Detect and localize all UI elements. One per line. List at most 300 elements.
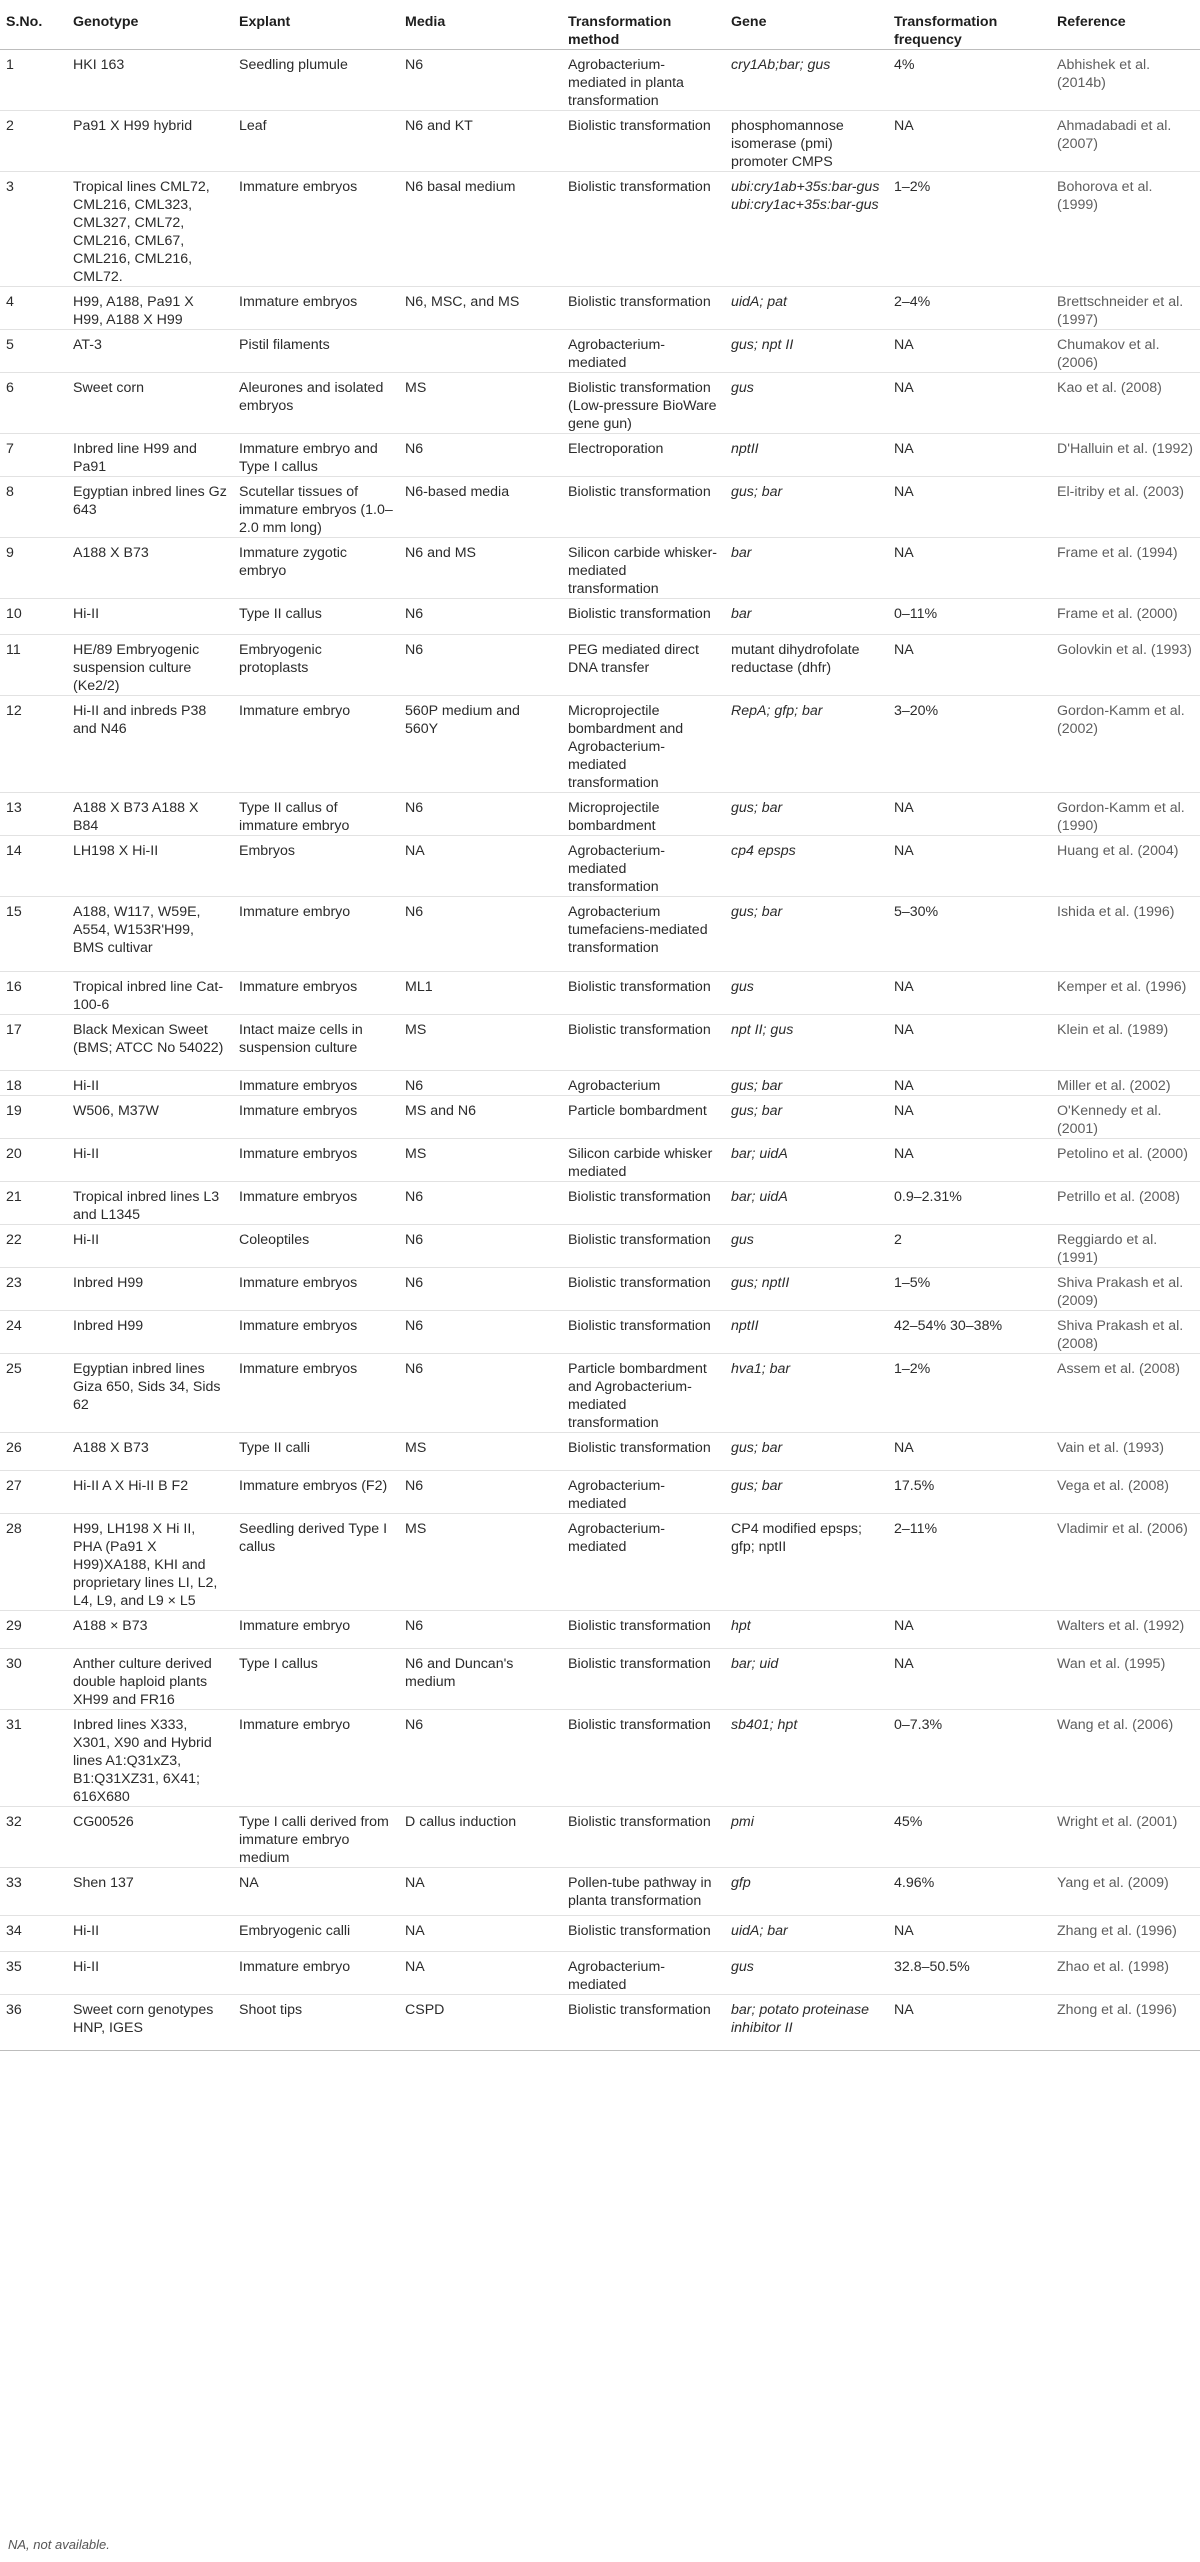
cell-media: N6, MSC, and MS [405, 294, 520, 310]
cell-method: Biolistic transformation [568, 1814, 711, 1830]
cell-method: Biolistic transformation [568, 1618, 711, 1634]
cell-gene: gus; bar [731, 1478, 783, 1494]
cell-method: Biolistic transformation [568, 1022, 711, 1038]
cell-genotype: Inbred H99 [73, 1275, 144, 1291]
cell-frequency: 4.96% [894, 1875, 935, 1891]
cell-reference: Kao et al. (2008) [1057, 380, 1162, 396]
cell-sno: 8 [6, 484, 14, 500]
cell-reference: Frame et al. (1994) [1057, 545, 1178, 561]
cell-media: N6 [405, 1717, 424, 1733]
cell-explant: Coleoptiles [239, 1232, 310, 1248]
cell-gene: bar [731, 606, 752, 622]
cell-method: Biolistic transformation [568, 1318, 711, 1334]
cell-frequency: 2–4% [894, 294, 931, 310]
cell-sno: 18 [6, 1078, 22, 1094]
cell-sno: 10 [6, 606, 22, 622]
cell-genotype: Hi-II [73, 1923, 100, 1939]
cell-frequency: NA [894, 1103, 914, 1119]
table-row [0, 1139, 1200, 1182]
cell-frequency: NA [894, 1618, 914, 1634]
cell-explant: Immature embryo [239, 1959, 351, 1975]
table-row [0, 1225, 1200, 1268]
cell-media: MS [405, 380, 427, 396]
cell-frequency: NA [894, 118, 914, 134]
cell-explant: NA [239, 1875, 259, 1891]
cell-reference: Brettschneider et al. (1997) [1057, 294, 1184, 328]
cell-media: N6 [405, 904, 424, 920]
cell-gene: gus; npt II [731, 337, 794, 353]
cell-media: N6 [405, 1275, 424, 1291]
table-row [0, 1433, 1200, 1471]
table-row [0, 1995, 1200, 2051]
cell-method: Biolistic transformation [568, 294, 711, 310]
cell-genotype: A188, W117, W59E, A554, W153R'H99, BMS cultivar [73, 904, 201, 956]
table-row [0, 1268, 1200, 1311]
cell-frequency: NA [894, 1078, 914, 1094]
cell-explant: Immature embryos [239, 1275, 358, 1291]
cell-genotype: Black Mexican Sweet (BMS; ATCC No 54022) [73, 1022, 224, 1056]
cell-reference: Wan et al. (1995) [1057, 1656, 1166, 1672]
cell-frequency: NA [894, 1656, 914, 1672]
cell-method: Biolistic transformation [568, 606, 711, 622]
cell-reference: El-itriby et al. (2003) [1057, 484, 1184, 500]
cell-media: NA [405, 1923, 425, 1939]
table-row [0, 1807, 1200, 1868]
cell-frequency: 1–2% [894, 179, 931, 195]
cell-explant: Embryos [239, 843, 295, 859]
cell-explant: Intact maize cells in suspension culture [239, 1022, 363, 1056]
cell-explant: Immature embryos [239, 1361, 358, 1377]
cell-genotype: Hi-II [73, 1146, 100, 1162]
cell-media: N6 [405, 1232, 424, 1248]
cell-explant: Immature embryos (F2) [239, 1478, 388, 1494]
cell-frequency: NA [894, 380, 914, 396]
cell-explant: Aleurones and isolated embryos [239, 380, 384, 414]
cell-media: ML1 [405, 979, 433, 995]
cell-media: N6 and Duncan's medium [405, 1656, 514, 1690]
cell-explant: Immature embryo [239, 703, 351, 719]
cell-reference: Miller et al. (2002) [1057, 1078, 1171, 1094]
cell-genotype: A188 X B73 [73, 545, 149, 561]
table-row [0, 1649, 1200, 1710]
table-row [0, 1868, 1200, 1916]
cell-gene: gus [731, 979, 754, 995]
cell-explant: Immature embryos [239, 294, 358, 310]
cell-frequency: 3–20% [894, 703, 939, 719]
cell-method: Biolistic transformation [568, 118, 711, 134]
cell-gene: gus; bar [731, 1103, 783, 1119]
cell-genotype: LH198 X Hi-II [73, 843, 159, 859]
table-row [0, 1182, 1200, 1225]
cell-reference: Ishida et al. (1996) [1057, 904, 1175, 920]
cell-sno: 25 [6, 1361, 22, 1377]
cell-reference: Vega et al. (2008) [1057, 1478, 1170, 1494]
cell-gene: CP4 modified epsps; gfp; nptII [731, 1521, 862, 1555]
cell-method: Biolistic transformation [568, 2002, 711, 2018]
cell-sno: 13 [6, 800, 22, 816]
cell-reference: Bohorova et al. (1999) [1057, 179, 1153, 213]
table-row [0, 1096, 1200, 1139]
cell-sno: 20 [6, 1146, 22, 1162]
cell-gene: gus [731, 1232, 754, 1248]
cell-reference: Gordon-Kamm et al. (1990) [1057, 800, 1185, 834]
cell-frequency: NA [894, 484, 914, 500]
cell-gene: uidA; pat [731, 294, 788, 310]
cell-explant: Immature embryos [239, 1318, 358, 1334]
cell-sno: 16 [6, 979, 22, 995]
cell-genotype: A188 × B73 [73, 1618, 148, 1634]
cell-reference: Golovkin et al. (1993) [1057, 642, 1192, 658]
cell-method: Microprojectile bombardment and Agrobacterium-mediated transformation [568, 703, 684, 791]
cell-reference: Vladimir et al. (2006) [1057, 1521, 1188, 1537]
table-row [0, 373, 1200, 434]
cell-gene: npt II; gus [731, 1022, 794, 1038]
cell-frequency: NA [894, 1022, 914, 1038]
cell-media: NA [405, 843, 425, 859]
cell-explant: Immature embryos [239, 1146, 358, 1162]
cell-sno: 11 [6, 642, 21, 658]
cell-frequency: 0–11% [894, 606, 938, 622]
cell-frequency: NA [894, 545, 914, 561]
cell-explant: Seedling plumule [239, 57, 348, 73]
cell-sno: 30 [6, 1656, 22, 1672]
cell-gene: ubi:cry1ab+35s:bar-gus ubi:cry1ac+35s:bar-gus [731, 179, 880, 213]
cell-gene: bar [731, 545, 752, 561]
cell-reference: O'Kennedy et al. (2001) [1057, 1103, 1162, 1137]
table-row [0, 972, 1200, 1015]
cell-reference: Petolino et al. (2000) [1057, 1146, 1188, 1162]
cell-gene: hva1; bar [731, 1361, 791, 1377]
cell-sno: 22 [6, 1232, 22, 1248]
col-header-gene: Gene [731, 14, 767, 30]
cell-gene: bar; uidA [731, 1189, 788, 1205]
cell-explant: Pistil filaments [239, 337, 330, 353]
cell-genotype: H99, LH198 X Hi II, PHA (Pa91 X H99)XA188, KHI and proprietary lines LI, L2, L4, L9, and L9 × L5 [73, 1521, 218, 1609]
cell-media: MS [405, 1146, 427, 1162]
cell-genotype: Tropical inbred line Cat-100-6 [73, 979, 224, 1013]
cell-sno: 6 [6, 380, 14, 396]
cell-genotype: Hi-II [73, 606, 100, 622]
cell-explant: Immature embryo [239, 904, 351, 920]
cell-media: MS [405, 1440, 427, 1456]
cell-reference: Abhishek et al. (2014b) [1057, 57, 1151, 91]
cell-method: Agrobacterium-mediated transformation [568, 843, 665, 895]
cell-media: N6 [405, 1361, 424, 1377]
cell-explant: Immature embryo and Type I callus [239, 441, 378, 475]
cell-gene: RepA; gfp; bar [731, 703, 823, 719]
cell-explant: Seedling derived Type I callus [239, 1521, 388, 1555]
cell-gene: pmi [731, 1814, 754, 1830]
cell-reference: D'Halluin et al. (1992) [1057, 441, 1193, 457]
cell-explant: Immature embryos [239, 179, 358, 195]
col-header-reference: Reference [1057, 14, 1126, 30]
cell-explant: Leaf [239, 118, 267, 134]
cell-method: Silicon carbide whisker mediated [568, 1146, 713, 1180]
table-row [0, 836, 1200, 897]
cell-method: Biolistic transformation [568, 484, 711, 500]
cell-reference: Reggiardo et al. (1991) [1057, 1232, 1158, 1266]
cell-reference: Wright et al. (2001) [1057, 1814, 1178, 1830]
cell-genotype: Hi-II A X Hi-II B F2 [73, 1478, 189, 1494]
cell-media: N6 [405, 441, 424, 457]
cell-genotype: H99, A188, Pa91 X H99, A188 X H99 [73, 294, 194, 328]
cell-frequency: 42–54% 30–38% [894, 1318, 1003, 1334]
cell-genotype: Egyptian inbred lines Gz 643 [73, 484, 227, 518]
cell-gene: gfp [731, 1875, 751, 1891]
cell-gene: cp4 epsps [731, 843, 796, 859]
cell-sno: 33 [6, 1875, 22, 1891]
cell-genotype: Hi-II [73, 1232, 100, 1248]
cell-method: Biolistic transformation [568, 1275, 711, 1291]
cell-method: Particle bombardment and Agrobacterium-mediated transformation [568, 1361, 707, 1431]
col-header-genotype: Genotype [73, 14, 139, 30]
cell-genotype: CG00526 [73, 1814, 134, 1830]
cell-frequency: NA [894, 2002, 914, 2018]
cell-reference: Assem et al. (2008) [1057, 1361, 1181, 1377]
table-row [0, 477, 1200, 538]
col-header-frequency: Transformation frequency [894, 14, 998, 48]
cell-explant: Type I callus [239, 1656, 318, 1672]
cell-gene: cry1Ab;bar; gus [731, 57, 831, 73]
cell-explant: Immature zygotic embryo [239, 545, 348, 579]
cell-frequency: 4% [894, 57, 915, 73]
cell-frequency: 1–2% [894, 1361, 931, 1377]
cell-reference: Shiva Prakash et al. (2009) [1057, 1275, 1184, 1309]
table-footnote: NA, not available. [8, 2537, 110, 2552]
cell-gene: phosphomannose isomerase (pmi) promoter CMPS [731, 118, 844, 170]
cell-media [399, 330, 562, 373]
cell-reference: Vain et al. (1993) [1057, 1440, 1164, 1456]
cell-reference: Ahmadabadi et al. (2007) [1057, 118, 1172, 152]
table-row [0, 1916, 1200, 1952]
cell-gene: hpt [731, 1618, 751, 1634]
cell-explant: Type II calli [239, 1440, 310, 1456]
cell-sno: 29 [6, 1618, 22, 1634]
cell-explant: Immature embryos [239, 1078, 358, 1094]
cell-genotype: HE/89 Embryogenic suspension culture (Ke2/2) [73, 642, 200, 694]
cell-reference: Huang et al. (2004) [1057, 843, 1179, 859]
cell-gene: bar; uid [731, 1656, 779, 1672]
cell-sno: 12 [6, 703, 22, 719]
cell-sno: 21 [6, 1189, 22, 1205]
cell-frequency: 0–7.3% [894, 1717, 943, 1733]
cell-genotype: Egyptian inbred lines Giza 650, Sids 34, Sids 62 [73, 1361, 221, 1413]
cell-frequency: NA [894, 843, 914, 859]
table-row [0, 1015, 1200, 1071]
cell-media: N6-based media [405, 484, 510, 500]
cell-method: Biolistic transformation [568, 1717, 711, 1733]
cell-frequency: NA [894, 441, 914, 457]
cell-media: N6 [405, 606, 424, 622]
cell-frequency: 5–30% [894, 904, 939, 920]
cell-frequency: 1–5% [894, 1275, 931, 1291]
cell-reference: Yang et al. (2009) [1057, 1875, 1169, 1891]
table-row [0, 1071, 1200, 1096]
cell-frequency: 2–11% [894, 1521, 938, 1537]
cell-media: 560P medium and 560Y [405, 703, 520, 737]
cell-sno: 3 [6, 179, 14, 195]
cell-sno: 34 [6, 1923, 22, 1939]
cell-method: Microprojectile bombardment [568, 800, 660, 834]
table-row [0, 1710, 1200, 1807]
cell-genotype: A188 X B73 [73, 1440, 149, 1456]
cell-explant: Embryogenic protoplasts [239, 642, 322, 676]
cell-reference: Walters et al. (1992) [1057, 1618, 1185, 1634]
cell-explant: Type I calli derived from immature embryo medium [239, 1814, 389, 1866]
col-header-sno: S.No. [6, 14, 43, 30]
cell-sno: 36 [6, 2002, 22, 2018]
cell-method: Agrobacterium-mediated in planta transformation [568, 57, 684, 109]
cell-explant: Type II callus of immature embryo [239, 800, 350, 834]
cell-genotype: Hi-II [73, 1959, 100, 1975]
cell-sno: 26 [6, 1440, 22, 1456]
cell-explant: Immature embryo [239, 1618, 351, 1634]
cell-reference: Chumakov et al. (2006) [1057, 337, 1160, 371]
cell-explant: Immature embryos [239, 1103, 358, 1119]
cell-genotype: Sweet corn genotypes HNP, IGES [73, 2002, 214, 2036]
cell-explant: Embryogenic calli [239, 1923, 351, 1939]
cell-media: N6 [405, 642, 424, 658]
cell-method: Agrobacterium [568, 1078, 661, 1094]
table-row [0, 172, 1200, 287]
cell-genotype: Hi-II and inbreds P38 and N46 [73, 703, 207, 737]
cell-gene: bar; uidA [731, 1146, 788, 1162]
cell-media: N6 [405, 1618, 424, 1634]
cell-sno: 19 [6, 1103, 22, 1119]
cell-frequency: NA [894, 1440, 914, 1456]
cell-sno: 17 [6, 1022, 22, 1038]
cell-method: Biolistic transformation [568, 1440, 711, 1456]
cell-frequency: 2 [894, 1232, 902, 1248]
cell-gene: uidA; bar [731, 1923, 788, 1939]
table-row [0, 696, 1200, 793]
cell-frequency: NA [894, 800, 914, 816]
cell-sno: 24 [6, 1318, 22, 1334]
table-row [0, 1471, 1200, 1514]
cell-frequency: 0.9–2.31% [894, 1189, 962, 1205]
cell-method: Biolistic transformation [568, 1232, 711, 1248]
cell-explant: Shoot tips [239, 2002, 303, 2018]
cell-gene: gus; nptII [731, 1275, 790, 1291]
cell-frequency: NA [894, 979, 914, 995]
cell-reference: Wang et al. (2006) [1057, 1717, 1174, 1733]
cell-gene: bar; potato proteinase inhibitor II [731, 2002, 870, 2036]
cell-sno: 31 [6, 1717, 22, 1733]
cell-genotype: Pa91 X H99 hybrid [73, 118, 193, 134]
cell-explant: Type II callus [239, 606, 322, 622]
cell-sno: 35 [6, 1959, 22, 1975]
cell-reference: Zhao et al. (1998) [1057, 1959, 1169, 1975]
col-header-explant: Explant [239, 14, 291, 30]
cell-reference: Petrillo et al. (2008) [1057, 1189, 1181, 1205]
cell-genotype: Tropical lines CML72, CML216, CML323, CML327, CML72, CML216, CML67, CML216, CML216, CML72. [73, 179, 210, 285]
cell-frequency: 32.8–50.5% [894, 1959, 970, 1975]
table-row [0, 330, 1200, 373]
header-row [0, 0, 1200, 50]
cell-frequency: NA [894, 1146, 914, 1162]
cell-method: Particle bombardment [568, 1103, 707, 1119]
cell-gene: gus; bar [731, 1078, 783, 1094]
cell-gene: sb401; hpt [731, 1717, 798, 1733]
cell-method: Biolistic transformation [568, 1923, 711, 1939]
cell-method: Pollen-tube pathway in planta transformation [568, 1875, 712, 1909]
cell-sno: 15 [6, 904, 22, 920]
cell-gene: gus [731, 380, 754, 396]
cell-reference: Klein et al. (1989) [1057, 1022, 1169, 1038]
cell-genotype: Hi-II [73, 1078, 100, 1094]
cell-media: MS [405, 1521, 427, 1537]
cell-genotype: Sweet corn [73, 380, 144, 396]
cell-reference: Zhong et al. (1996) [1057, 2002, 1177, 2018]
cell-media: N6 [405, 1189, 424, 1205]
table-row [0, 635, 1200, 696]
table-row [0, 287, 1200, 330]
cell-reference: Zhang et al. (1996) [1057, 1923, 1177, 1939]
cell-genotype: HKI 163 [73, 57, 125, 73]
table-row [0, 1514, 1200, 1611]
col-header-media: Media [405, 14, 446, 30]
table-row [0, 1952, 1200, 1995]
cell-reference: Gordon-Kamm et al. (2002) [1057, 703, 1185, 737]
cell-method: Agrobacterium-mediated [568, 1521, 665, 1555]
cell-sno: 4 [6, 294, 14, 310]
cell-method: Biolistic transformation [568, 179, 711, 195]
cell-method: PEG mediated direct DNA transfer [568, 642, 699, 676]
cell-gene: gus; bar [731, 904, 783, 920]
cell-sno: 9 [6, 545, 14, 561]
cell-genotype: Inbred H99 [73, 1318, 144, 1334]
cell-media: N6 [405, 1078, 424, 1094]
cell-media: N6 [405, 1318, 424, 1334]
cell-media: N6 [405, 57, 424, 73]
cell-gene: nptII [731, 441, 759, 457]
cell-media: D callus induction [405, 1814, 517, 1830]
cell-frequency: 17.5% [894, 1478, 935, 1494]
table-row [0, 1354, 1200, 1433]
cell-media: N6 [405, 800, 424, 816]
cell-sno: 32 [6, 1814, 22, 1830]
cell-sno: 14 [6, 843, 22, 859]
cell-genotype: Inbred lines X333, X301, X90 and Hybrid lines A1:Q31xZ3, B1:Q31XZ31, 6X41; 616X680 [73, 1717, 212, 1805]
cell-method: Biolistic transformation [568, 1656, 711, 1672]
table-row [0, 897, 1200, 972]
cell-method: Biolistic transformation [568, 979, 711, 995]
cell-genotype: W506, M37W [73, 1103, 159, 1119]
cell-gene: gus [731, 1959, 754, 1975]
table-row [0, 793, 1200, 836]
cell-frequency: NA [894, 337, 914, 353]
cell-method: Electroporation [568, 441, 664, 457]
cell-method: Biolistic transformation (Low-pressure BioWare gene gun) [568, 380, 717, 432]
cell-genotype: Inbred line H99 and Pa91 [73, 441, 197, 475]
cell-media: N6 and MS [405, 545, 476, 561]
cell-frequency: NA [894, 642, 914, 658]
cell-explant: Immature embryos [239, 979, 358, 995]
table-row [0, 434, 1200, 477]
cell-gene: gus; bar [731, 1440, 783, 1456]
table-row [0, 50, 1200, 111]
cell-method: Agrobacterium-mediated [568, 337, 665, 371]
cell-genotype: Shen 137 [73, 1875, 134, 1891]
cell-genotype: Tropical inbred lines L3 and L1345 [73, 1189, 220, 1223]
cell-gene: gus; bar [731, 484, 783, 500]
table-row [0, 1311, 1200, 1354]
cell-media: N6 basal medium [405, 179, 516, 195]
cell-reference: Kemper et al. (1996) [1057, 979, 1187, 995]
cell-sno: 1 [6, 57, 14, 73]
cell-reference: Shiva Prakash et al. (2008) [1057, 1318, 1184, 1352]
cell-genotype: AT-3 [73, 337, 102, 353]
